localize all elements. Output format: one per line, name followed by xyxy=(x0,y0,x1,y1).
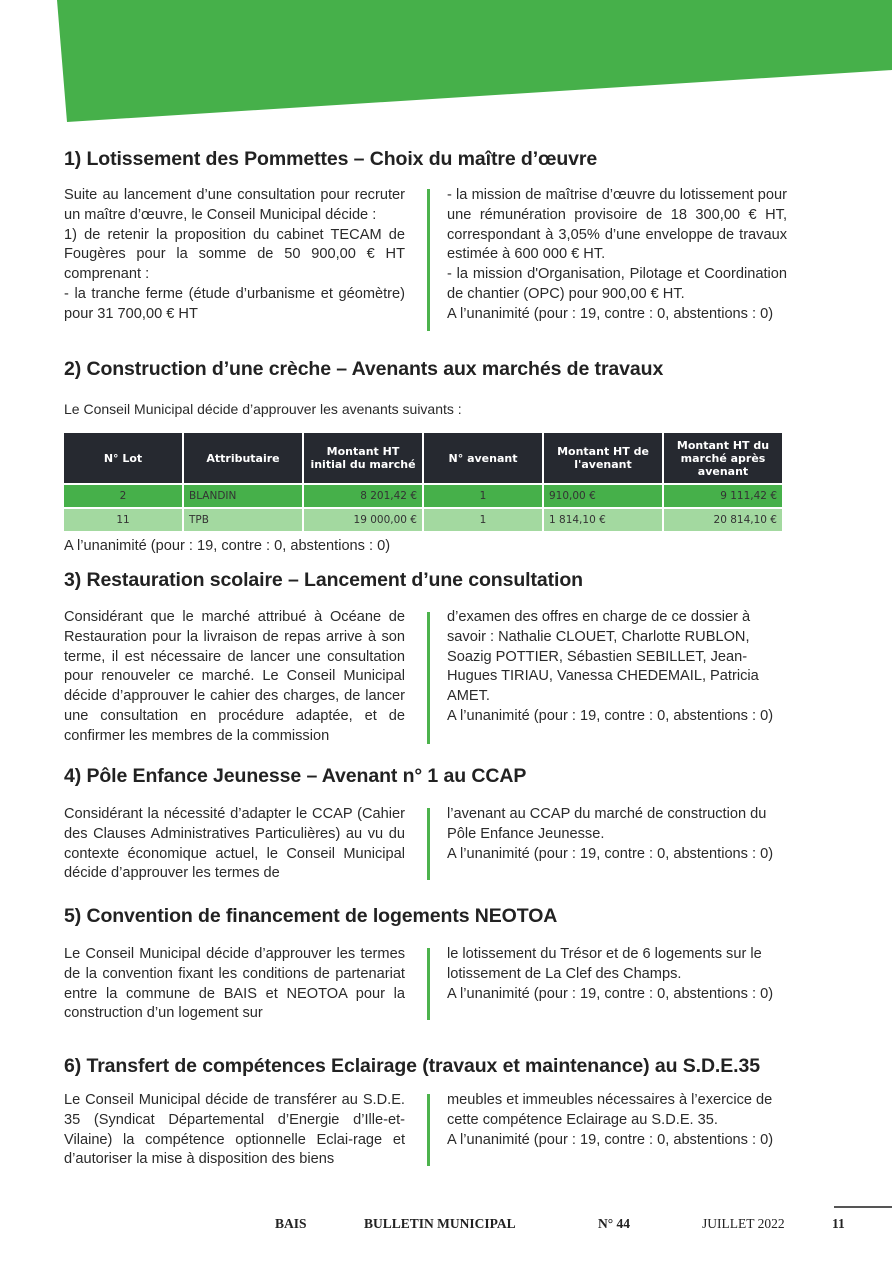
cell-montant-initial: 19 000,00 € xyxy=(304,509,422,531)
paragraph: Le Conseil Municipal décide d’approuver les termes de la convention fixant les conditions de partenariat entre la commune de BAIS et NEOTOA pour la construction d’un logement sur xyxy=(64,946,405,1022)
table-header-row xyxy=(64,433,782,483)
cell-montant-final: 9 111,42 € xyxy=(664,485,782,507)
section-2-title: 2) Construction d’une crèche – Avenants aux marchés de travaux xyxy=(64,358,664,380)
paragraph: Suite au lancement d’une consultation pour recruter un maître d’œuvre, le Conseil Municipal décide : xyxy=(64,187,405,223)
vote-result: A l’unanimité (pour : 19, contre : 0, abstentions : 0) xyxy=(447,707,774,724)
paragraph: 1) de retenir la proposition du cabinet TECAM de Fougères pour la somme de 50 900,00 € HT comprenant : xyxy=(64,226,405,283)
footer-publication: BULLETIN MUNICIPAL xyxy=(364,1216,516,1231)
paragraph: Considérant que le marché attribué à Océane de Restauration pour la livraison de repas arrive à son terme, il est nécessaire de lancer une consultation pour renouveler ce marché. Le Conseil Municipal décide d’approuver le cahier des charges, de lancer une consultation en procédure adaptée, et de confirmer les membres de la commission xyxy=(64,609,405,744)
column-header: Montant HT du marché après avenant xyxy=(664,433,782,483)
column-header: Montant HT de l'avenant xyxy=(544,433,662,483)
section-2-intro: Le Conseil Municipal décide d’approuver les avenants suivants : xyxy=(64,401,462,417)
section-5-title: 5) Convention de financement de logements NEOTOA xyxy=(64,905,558,927)
column-divider xyxy=(427,1094,430,1166)
paragraph: - la mission d'Organisation, Pilotage et Coordination de chantier (OPC) pour 900,00 € HT. xyxy=(447,266,787,302)
section-6-right-column xyxy=(447,1091,787,1150)
footer-issue: N° 44 xyxy=(598,1216,631,1231)
section-1-left-column xyxy=(64,186,405,325)
section-2-vote: A l’unanimité (pour : 19, contre : 0, abstentions : 0) xyxy=(64,538,391,554)
paragraph: Le Conseil Municipal décide de transférer au S.D.E. 35 (Syndicat Départemental d’Energie d’Ille-et-Vilaine) la compétence optionnelle Eclai-rage et d’autoriser la mise à disposition des biens xyxy=(64,1092,405,1168)
cell-montant-avenant: 1 814,10 € xyxy=(544,509,662,531)
cell-avenant-number: 1 xyxy=(424,485,542,507)
footer-date: JUILLET 2022 xyxy=(702,1216,785,1231)
cell-lot: 2 xyxy=(64,485,182,507)
paragraph: - la tranche ferme (étude d’urbanisme et géomètre) pour 31 700,00 € HT xyxy=(64,285,405,322)
column-header: N° avenant xyxy=(424,433,542,483)
page-number: 11 xyxy=(832,1216,845,1231)
paragraph: - la mission de maîtrise d’œuvre du lotissement pour une rémunération provisoire de 18 300,00 € HT, correspondant à 3,05% d’une enveloppe de travaux estimée à 600 000 € HT. xyxy=(447,187,787,263)
section-3-left-column xyxy=(64,608,405,747)
vote-result: A l’unanimité (pour : 19, contre : 0, abstentions : 0) xyxy=(447,845,774,862)
column-divider xyxy=(427,808,430,880)
cell-attributaire: BLANDIN xyxy=(184,485,302,507)
section-1-title: 1) Lotissement des Pommettes – Choix du maître d’œuvre xyxy=(64,148,598,170)
section-5-left-column xyxy=(64,945,405,1024)
section-3-title: 3) Restauration scolaire – Lancement d’une consultation xyxy=(64,569,583,591)
section-4-title: 4) Pôle Enfance Jeunesse – Avenant n° 1 au CCAP xyxy=(64,765,527,787)
cell-avenant-number: 1 xyxy=(424,509,542,531)
cell-montant-avenant: 910,00 € xyxy=(544,485,662,507)
column-header: N° Lot xyxy=(64,433,182,483)
column-divider xyxy=(427,948,430,1020)
vote-result: A l’unanimité (pour : 19, contre : 0, abstentions : 0) xyxy=(447,985,774,1002)
column-divider xyxy=(427,612,430,744)
section-6-title: 6) Transfert de compétences Eclairage (travaux et maintenance) au S.D.E.35 xyxy=(64,1055,760,1077)
section-5-right-column xyxy=(447,945,787,1004)
table-row xyxy=(64,485,782,507)
vote-result: A l’unanimité (pour : 19, contre : 0, abstentions : 0) xyxy=(447,1131,774,1148)
column-divider xyxy=(427,189,430,331)
section-3-right-column xyxy=(447,608,787,727)
avenants-table xyxy=(62,431,784,533)
cell-attributaire: TPB xyxy=(184,509,302,531)
cell-lot: 11 xyxy=(64,509,182,531)
column-header: Attributaire xyxy=(184,433,302,483)
paragraph: meubles et immeubles nécessaires à l’exercice de cette compétence Eclairage au S.D.E. 35. xyxy=(447,1092,773,1128)
cell-montant-initial: 8 201,42 € xyxy=(304,485,422,507)
paragraph: le lotissement du Trésor et de 6 logements sur le lotissement de La Clef des Champs. xyxy=(447,946,762,982)
column-header: Montant HT initial du marché xyxy=(304,433,422,483)
paragraph: d’examen des offres en charge de ce dossier à savoir : Nathalie CLOUET, Charlotte RUBLON, Soazig POTTIER, Sébastien SEBILLET, Jean-Hugues TIRIAU, Vanessa CHEDEMAIL, Patricia AMET. xyxy=(447,609,759,705)
cell-montant-final: 20 814,10 € xyxy=(664,509,782,531)
section-4-left-column xyxy=(64,805,405,884)
paragraph: l’avenant au CCAP du marché de construction du Pôle Enfance Jeunesse. xyxy=(447,806,767,842)
section-6-left-column xyxy=(64,1091,405,1170)
section-1-right-column xyxy=(447,186,787,325)
section-4-right-column xyxy=(447,805,787,864)
footer-rule xyxy=(834,1206,892,1208)
footer-town: BAIS xyxy=(275,1216,307,1231)
table-row xyxy=(64,509,782,531)
green-banner xyxy=(0,0,892,125)
vote-result: A l’unanimité (pour : 19, contre : 0, abstentions : 0) xyxy=(447,305,774,322)
paragraph: Considérant la nécessité d’adapter le CCAP (Cahier des Clauses Administratives Particulières) au vu du contexte économique actuel, le Conseil Municipal décide d’approuver les termes de xyxy=(64,806,405,882)
